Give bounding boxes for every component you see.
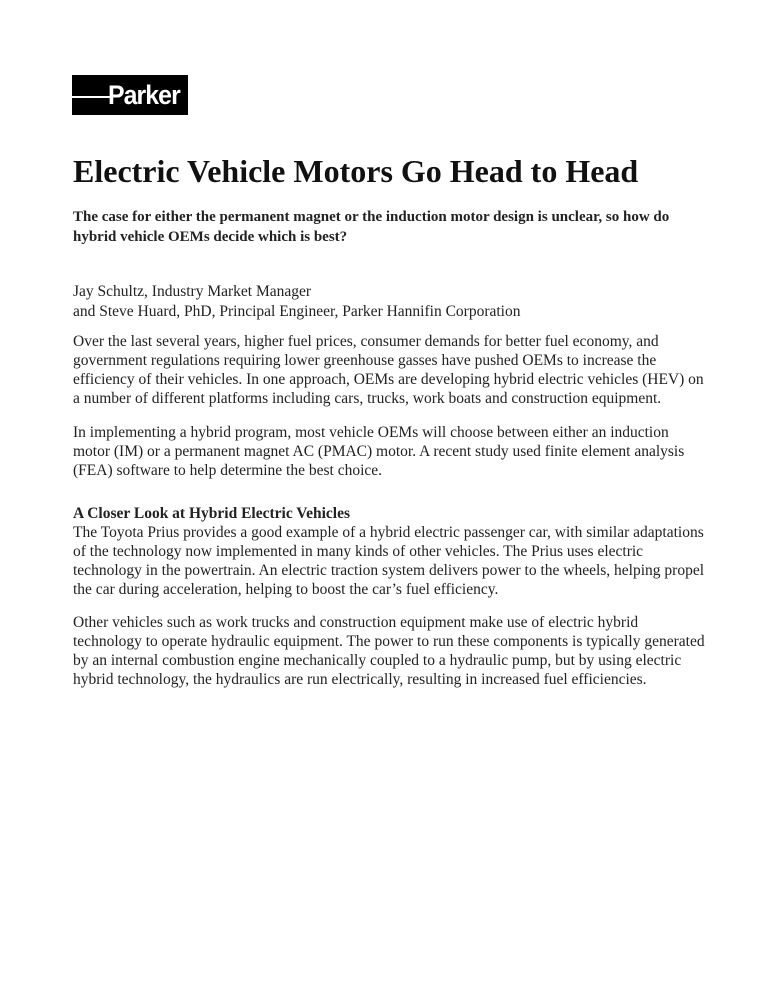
paragraph-hydraulics: Other vehicles such as work trucks and construction equipment make use of electric hybrid technology to operate hydraulic equipment. The power to run these components is typically generated by an internal combustion engine mechanically coupled to a hydraulic pump, but by using electric hybrid technology, the hydraulics are run electrically, resulting in increased fuel efficiencies. <box>73 614 705 688</box>
parker-logo <box>72 75 188 115</box>
paragraph-prius: The Toyota Prius provides a good example of a hybrid electric passenger car, with similar adaptations of the technology now implemented in many kinds of other vehicles. The Prius uses electric technology in the powertrain. An electric traction system delivers power to the wheels, helping propel the car during acceleration, helping to boost the car’s fuel efficiency. <box>73 524 705 598</box>
author-byline <box>73 282 703 321</box>
paragraph-motor-choice: In implementing a hybrid program, most vehicle OEMs will choose between either an induction motor (IM) or a permanent magnet AC (PMAC) motor. A recent study used finite element analysis (FEA) software to help determine the best choice. <box>73 424 685 479</box>
logo-stripe <box>72 96 112 98</box>
section-heading: A Closer Look at Hybrid Electric Vehicles <box>73 505 350 522</box>
article-subtitle: The case for either the permanent magnet or the induction motor design is unclear, so how do hybrid vehicle OEMs decide which is best? <box>73 209 670 245</box>
paragraph-intro: Over the last several years, higher fuel prices, consumer demands for better fuel economy, and government regulations requiring lower greenhouse gasses have pushed OEMs to increase the efficiency of their vehicles. In one approach, OEMs are developing hybrid electric vehicles (HEV) on a number of different platforms including cars, trucks, work boats and construction equipment. <box>73 333 704 407</box>
logo-text: Parker <box>108 80 180 110</box>
article-title: Electric Vehicle Motors Go Head to Head <box>73 153 639 189</box>
author-line-2: and Steve Huard, PhD, Principal Engineer, Parker Hannifin Corporation <box>73 302 521 320</box>
author-line-1: Jay Schultz, Industry Market Manager <box>73 283 312 300</box>
